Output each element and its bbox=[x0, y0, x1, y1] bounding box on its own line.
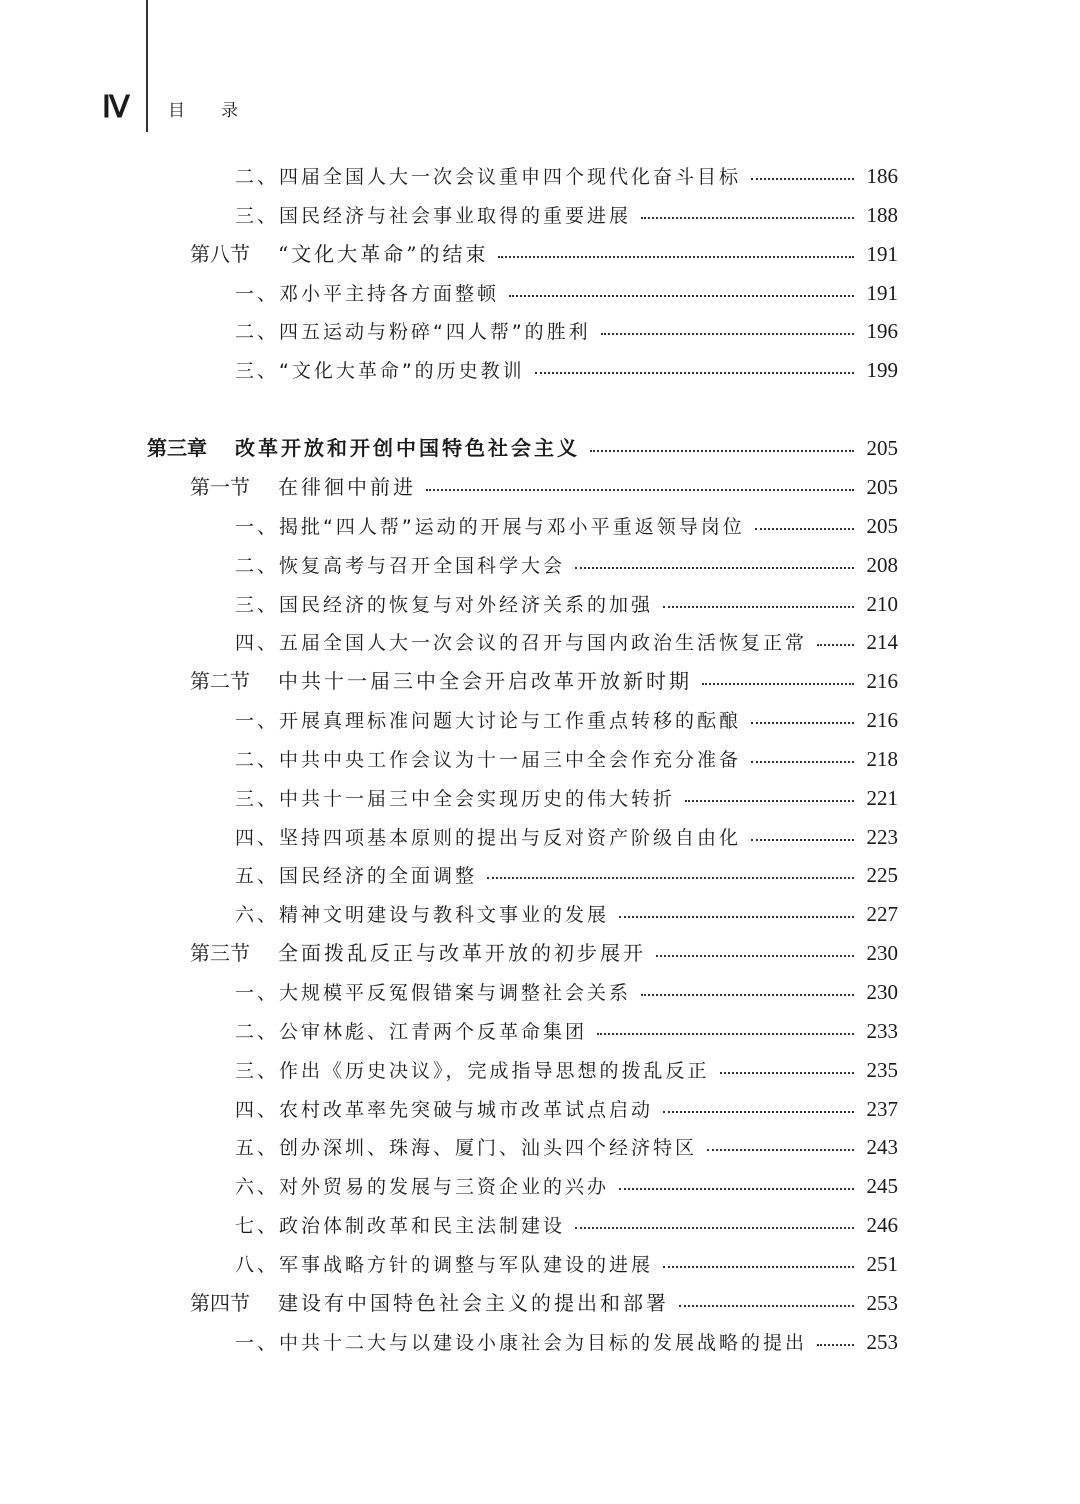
toc-entry-title bbox=[235, 1327, 807, 1359]
toc-entry-item[interactable] bbox=[235, 160, 898, 192]
toc-entry-item[interactable] bbox=[235, 1015, 898, 1047]
toc-page-number: 218 bbox=[866, 746, 898, 771]
dot-leader bbox=[702, 683, 854, 685]
dot-leader bbox=[590, 450, 854, 452]
toc-page-number: 237 bbox=[866, 1096, 898, 1121]
toc-entry-text: 一、大规模平反冤假错案与调整社会关系 bbox=[235, 982, 632, 1004]
dot-leader bbox=[601, 333, 854, 335]
toc-entry-title bbox=[235, 1132, 697, 1164]
toc-entry-item[interactable] bbox=[235, 821, 898, 853]
toc-entry-title bbox=[190, 1287, 669, 1319]
toc-entry-section[interactable] bbox=[190, 471, 898, 503]
toc-entry-number: 第三节 bbox=[190, 941, 250, 966]
dot-leader bbox=[751, 761, 854, 763]
toc-entry-text: 三、国民经济的恢复与对外经济关系的加强 bbox=[235, 593, 654, 616]
toc-page-number: 243 bbox=[866, 1135, 898, 1160]
toc-entry-text: 全面拨乱反正与改革开放的初步展开 bbox=[278, 941, 646, 966]
toc-page-number: 251 bbox=[866, 1251, 898, 1276]
toc-entry-item[interactable] bbox=[235, 859, 898, 891]
toc-page-number: 186 bbox=[866, 164, 898, 188]
dot-leader bbox=[575, 567, 854, 569]
toc-entry-text: 在徘徊中前进 bbox=[278, 474, 416, 499]
toc-page-number: 253 bbox=[866, 1290, 898, 1315]
toc-entry-item[interactable] bbox=[235, 782, 898, 814]
toc-entry-title bbox=[235, 1249, 653, 1281]
toc-entry-text: 一、开展真理标准问题大讨论与工作重点转移的酝酿 bbox=[235, 710, 742, 733]
dot-leader bbox=[575, 1227, 854, 1229]
toc-page-number: 196 bbox=[866, 319, 898, 344]
toc-entry-text: 建设有中国特色社会主义的提出和部署 bbox=[278, 1290, 669, 1315]
toc-entry-item[interactable] bbox=[235, 510, 898, 542]
toc-entry-item[interactable] bbox=[235, 1209, 898, 1241]
dot-leader bbox=[641, 994, 854, 996]
toc-entry-item[interactable] bbox=[235, 549, 898, 581]
toc-page-number: 208 bbox=[866, 552, 898, 577]
toc-entry-number: 第三章 bbox=[147, 436, 207, 461]
toc-entry-item[interactable] bbox=[235, 199, 898, 231]
toc-page-number: 221 bbox=[866, 785, 898, 810]
toc-entry-item[interactable] bbox=[235, 1170, 898, 1202]
dot-leader bbox=[817, 644, 854, 646]
toc-entry-text: 一、揭批“四人帮”运动的开展与邓小平重返领导岗位 bbox=[235, 515, 745, 538]
header-vertical-rule bbox=[146, 0, 148, 132]
toc-page-number: 205 bbox=[866, 513, 898, 538]
toc-entry-title bbox=[235, 161, 741, 193]
toc-page-number: 199 bbox=[866, 358, 898, 383]
toc-entry-text: 改革开放和开创中国特色社会主义 bbox=[235, 436, 580, 461]
toc-entry-text: 三、国民经济与社会事业取得的重要进展 bbox=[235, 204, 632, 227]
dot-leader bbox=[685, 800, 854, 802]
toc-page-number: 230 bbox=[866, 941, 898, 966]
toc-entry-title bbox=[190, 471, 416, 503]
toc-entry-item[interactable] bbox=[235, 1054, 898, 1086]
toc-page-number: 214 bbox=[866, 630, 898, 655]
toc-page-number: 216 bbox=[866, 669, 898, 694]
toc-entry-section[interactable] bbox=[190, 937, 898, 969]
toc-page-number: 188 bbox=[866, 202, 898, 227]
toc-page-number: 223 bbox=[866, 824, 898, 849]
toc-page-number: 230 bbox=[866, 980, 898, 1004]
toc-entry-text: 三、作出《历史决议》，完成指导思想的拨乱反正 bbox=[235, 1059, 710, 1082]
toc-page-number: 191 bbox=[866, 280, 898, 305]
dot-leader bbox=[641, 217, 854, 219]
toc-entry-number: 第二节 bbox=[190, 669, 250, 694]
toc-entry-text: 二、四五运动与粉碎“四人帮”的胜利 bbox=[235, 321, 591, 344]
dot-leader bbox=[619, 916, 854, 918]
toc-page-number: 253 bbox=[866, 1329, 898, 1354]
toc-entry-title bbox=[235, 511, 745, 543]
toc-page-number: 216 bbox=[866, 708, 898, 733]
dot-leader bbox=[663, 606, 854, 608]
toc-entry-title bbox=[190, 238, 488, 270]
toc-entry-title bbox=[235, 899, 609, 931]
toc-entry-title bbox=[235, 278, 499, 310]
toc-page-number: 205 bbox=[866, 474, 898, 499]
toc-entry-text: “文化大革命”的结束 bbox=[278, 241, 489, 266]
toc-entry-item[interactable] bbox=[235, 315, 898, 347]
dot-leader bbox=[426, 489, 854, 491]
dot-leader bbox=[535, 372, 854, 374]
toc-entry-number: 第四节 bbox=[190, 1290, 250, 1315]
toc-entry-section[interactable] bbox=[190, 665, 898, 697]
toc-entry-title bbox=[235, 977, 631, 1009]
dot-leader bbox=[663, 1111, 854, 1113]
toc-entry-title bbox=[235, 1094, 653, 1126]
toc-entry-title bbox=[235, 550, 565, 582]
toc-entry-text: 六、对外贸易的发展与三资企业的兴办 bbox=[235, 1176, 610, 1199]
toc-entry-text: 四、坚持四项基本原则的提出与反对资产阶级自由化 bbox=[235, 826, 742, 849]
toc-entry-title bbox=[235, 1016, 587, 1048]
toc-entry-title bbox=[235, 355, 525, 387]
toc-entry-item[interactable] bbox=[235, 1131, 898, 1163]
toc-entry-title bbox=[235, 589, 653, 621]
dot-leader bbox=[656, 955, 854, 957]
toc-entry-text: 二、公审林彪、江青两个反革命集团 bbox=[235, 1020, 588, 1043]
toc-entry-text: 一、中共十二大与以建设小康社会为目标的发展战略的提出 bbox=[235, 1331, 808, 1354]
toc-entry-title bbox=[235, 705, 741, 737]
toc-entry-item[interactable] bbox=[235, 277, 898, 309]
toc-entry-chapter[interactable] bbox=[147, 432, 898, 464]
toc-entry-title bbox=[235, 1055, 710, 1087]
toc-entry-title bbox=[235, 1210, 565, 1242]
toc-page-number: 205 bbox=[866, 436, 898, 461]
toc-page-number: 245 bbox=[866, 1174, 898, 1199]
toc-entry-text: 二、中共中央工作会议为十一届三中全会作充分准备 bbox=[235, 748, 742, 771]
dot-leader bbox=[751, 839, 854, 841]
toc-page-number: 210 bbox=[866, 591, 898, 616]
toc-entry-item[interactable] bbox=[235, 704, 898, 736]
toc-entry-text: 四、农村改革率先突破与城市改革试点启动 bbox=[235, 1098, 654, 1121]
toc-entry-title bbox=[147, 432, 580, 464]
toc-page-number: 235 bbox=[866, 1057, 898, 1082]
running-head: 目录 bbox=[168, 101, 274, 121]
toc-entry-title bbox=[235, 1171, 609, 1203]
toc-entry-title bbox=[235, 860, 477, 892]
toc-entry-text: 五、国民经济的全面调整 bbox=[235, 865, 478, 888]
toc-entry-text: 二、恢复高考与召开全国科学大会 bbox=[235, 554, 566, 577]
toc-entry-section[interactable] bbox=[190, 238, 898, 270]
toc-page-number: 233 bbox=[866, 1018, 898, 1043]
dot-leader bbox=[707, 1149, 854, 1151]
dot-leader bbox=[751, 178, 854, 180]
toc-entry-title bbox=[190, 937, 646, 969]
dot-leader bbox=[597, 1033, 854, 1035]
dot-leader bbox=[509, 295, 854, 297]
toc-entry-text: 一、邓小平主持各方面整顿 bbox=[235, 282, 500, 305]
toc-entry-title bbox=[235, 822, 741, 854]
toc-page-number: 246 bbox=[866, 1213, 898, 1238]
toc-entry-item[interactable] bbox=[235, 898, 898, 930]
toc-entry-title bbox=[235, 200, 631, 232]
toc-entry-text: 六、精神文明建设与教科文事业的发展 bbox=[235, 904, 610, 927]
toc-entry-text: 三、“文化大革命”的历史教训 bbox=[235, 360, 525, 383]
toc-entry-text: 七、政治体制改革和民主法制建设 bbox=[235, 1215, 566, 1238]
toc-entry-item[interactable] bbox=[235, 1248, 898, 1280]
dot-leader bbox=[498, 256, 854, 258]
dot-leader bbox=[755, 528, 854, 530]
toc-entry-item[interactable] bbox=[235, 588, 898, 620]
dot-leader bbox=[679, 1305, 854, 1307]
toc-entry-title bbox=[235, 744, 741, 776]
toc-page-number: 191 bbox=[866, 241, 898, 266]
toc-page-number: 225 bbox=[866, 863, 898, 888]
dot-leader bbox=[487, 877, 854, 879]
toc-entry-item[interactable] bbox=[235, 976, 898, 1008]
toc-entry-text: 三、中共十一届三中全会实现历史的伟大转折 bbox=[235, 787, 676, 810]
dot-leader bbox=[751, 722, 854, 724]
page-folio: Ⅳ bbox=[102, 91, 129, 124]
toc-entry-title bbox=[190, 665, 692, 697]
toc-entry-item[interactable] bbox=[235, 626, 898, 658]
toc-entry-text: 五、创办深圳、珠海、厦门、汕头四个经济特区 bbox=[235, 1137, 698, 1160]
toc-entry-text: 八、军事战略方针的调整与军队建设的进展 bbox=[235, 1253, 654, 1276]
toc-entry-text: 二、四届全国人大一次会议重申四个现代化奋斗目标 bbox=[235, 166, 742, 188]
toc-entry-item[interactable] bbox=[235, 743, 898, 775]
toc-entry-number: 第一节 bbox=[190, 474, 250, 499]
dot-leader bbox=[663, 1266, 854, 1268]
toc-entry-title bbox=[235, 316, 591, 348]
dot-leader bbox=[619, 1188, 854, 1190]
toc-entry-number: 第八节 bbox=[190, 241, 250, 266]
dot-leader bbox=[817, 1344, 854, 1346]
toc-entry-text: 中共十一届三中全会开启改革开放新时期 bbox=[278, 669, 692, 694]
toc-entry-item[interactable] bbox=[235, 1326, 898, 1358]
toc-entry-title bbox=[235, 627, 807, 659]
toc-entry-title bbox=[235, 783, 675, 815]
toc-entry-item[interactable] bbox=[235, 354, 898, 386]
toc-entry-section[interactable] bbox=[190, 1287, 898, 1319]
toc-entry-text: 四、五届全国人大一次会议的召开与国内政治生活恢复正常 bbox=[235, 632, 808, 655]
dot-leader bbox=[720, 1072, 854, 1074]
toc-page-number: 227 bbox=[866, 902, 898, 927]
toc-entry-item[interactable] bbox=[235, 1093, 898, 1125]
